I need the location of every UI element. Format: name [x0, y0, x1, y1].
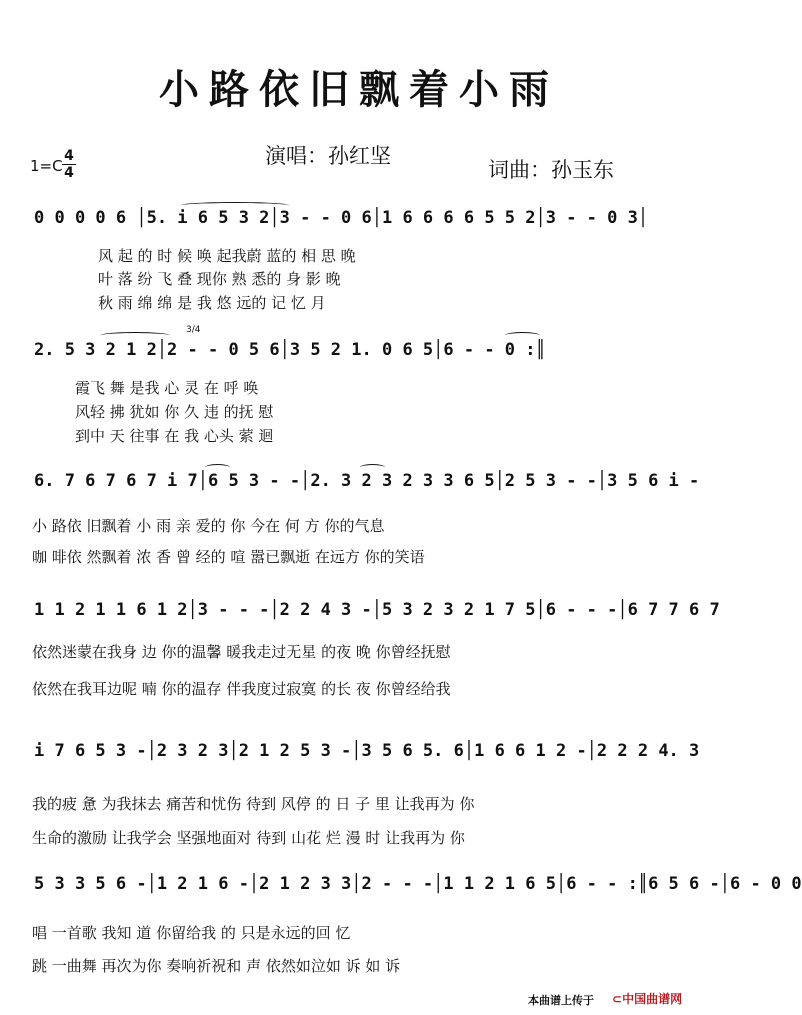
notation-line-1: 0 0 0 0 6 │5. i 6 5 3 2│3 - - 0 6│1 6 6 6 6 5 5 2│3 - - 0 3│ — [34, 208, 649, 228]
lyric-3-2: 咖 啡依 然飘着 浓 香 曾 经的 喧 嚣已飘逝 在远方 你的笑语 — [32, 548, 425, 566]
footer-text: 本曲谱上传于 — [528, 994, 594, 1007]
slur — [205, 464, 230, 471]
lyric-4-2: 依然在我耳边呢 喃 你的温存 伴我度过寂寞 的长 夜 你曾经给我 — [32, 680, 451, 698]
slur — [180, 202, 290, 209]
time-sig-top: 4 — [64, 148, 74, 164]
time-sig-bottom: 4 — [62, 164, 76, 181]
lyric-1-3: 秋 雨 绵 绵 是 我 悠 远的 记 忆 月 — [98, 294, 326, 312]
song-title: 小路依旧飘着小雨 — [159, 66, 559, 113]
site-name: 中国曲谱网 — [622, 992, 683, 1006]
notation-line-5: i 7 6 5 3 -│2 3 2 3│2 1 2 5 3 -│3 5 6 5. 6│1 6 6 1 2 -│2 2 2 4. 3 — [34, 741, 700, 761]
lyric-3-1: 小 路依 旧飘着 小 雨 亲 爱的 你 今在 何 方 你的气息 — [32, 517, 385, 535]
lyric-2-3: 到中 天 往事 在 我 心头 萦 迴 — [75, 427, 274, 445]
notation-line-4: 1 1 2 1 1 6 1 2│3 - - -│2 2 4 3 -│5 3 2 3 2 1 7 5│6 - - -│6 7 7 6 7 — [34, 600, 720, 620]
notation-line-2: 2. 5 3 2 1 2│2 - - 0 5 6│3 5 2 1. 0 6 5│6 - - 0 :║ — [34, 340, 546, 360]
lyric-2-2: 风轻 拂 犹如 你 久 违 的抚 慰 — [75, 403, 274, 421]
lyric-5-1: 我的疲 惫 为我抹去 痛苦和忧伤 待到 风停 的 日 子 里 让我再为 你 — [32, 795, 475, 813]
time-signature — [62, 148, 76, 181]
slur — [100, 332, 170, 339]
singer-credit: 演唱：孙红坚 — [265, 144, 391, 168]
lyric-6-1: 唱 一首歌 我知 道 你留给我 的 只是永远的回 忆 — [32, 924, 351, 942]
lyric-4-1: 依然迷蒙在我身 边 你的温馨 暖我走过无星 的夜 晚 你曾经抚慰 — [32, 643, 451, 661]
key-signature: 1=C — [30, 157, 63, 175]
lyric-6-2: 跳 一曲舞 再次为你 奏响祈祝和 声 依然如泣如 诉 如 诉 — [32, 957, 401, 975]
composer-credit: 词曲：孙玉东 — [488, 158, 614, 182]
slur — [505, 332, 540, 339]
lyric-2-1: 霞飞 舞 是我 心 灵 在 呼 唤 — [75, 379, 259, 397]
notation-line-3: 6. 7 6 7 6 7 i 7│6 5 3 - -│2. 3 2 3 2 3 3 6 5│2 5 3 - -│3 5 6 i - — [34, 471, 700, 491]
lyric-1-2: 叶 落 纷 飞 叠 现你 熟 悉的 身 影 晚 — [98, 270, 341, 288]
slur — [360, 464, 385, 471]
site-logo — [612, 990, 682, 1007]
lyric-5-2: 生命的激励 让我学会 坚强地面对 待到 山花 烂 漫 时 让我再为 你 — [32, 829, 465, 847]
logo-icon: ⊂ — [612, 992, 623, 1006]
measure-mark: 3/4 — [186, 325, 201, 335]
notation-line-6: 5 3 3 5 6 -│1 2 1 6 -│2 1 2 3 3│2 - - -│1 1 2 1 6 5│6 - - :║6 5 6 -│6 - 0 0 — [34, 874, 802, 894]
lyric-1-1: 风 起 的 时 候 唤 起我蔚 蓝的 相 思 晚 — [98, 247, 356, 265]
